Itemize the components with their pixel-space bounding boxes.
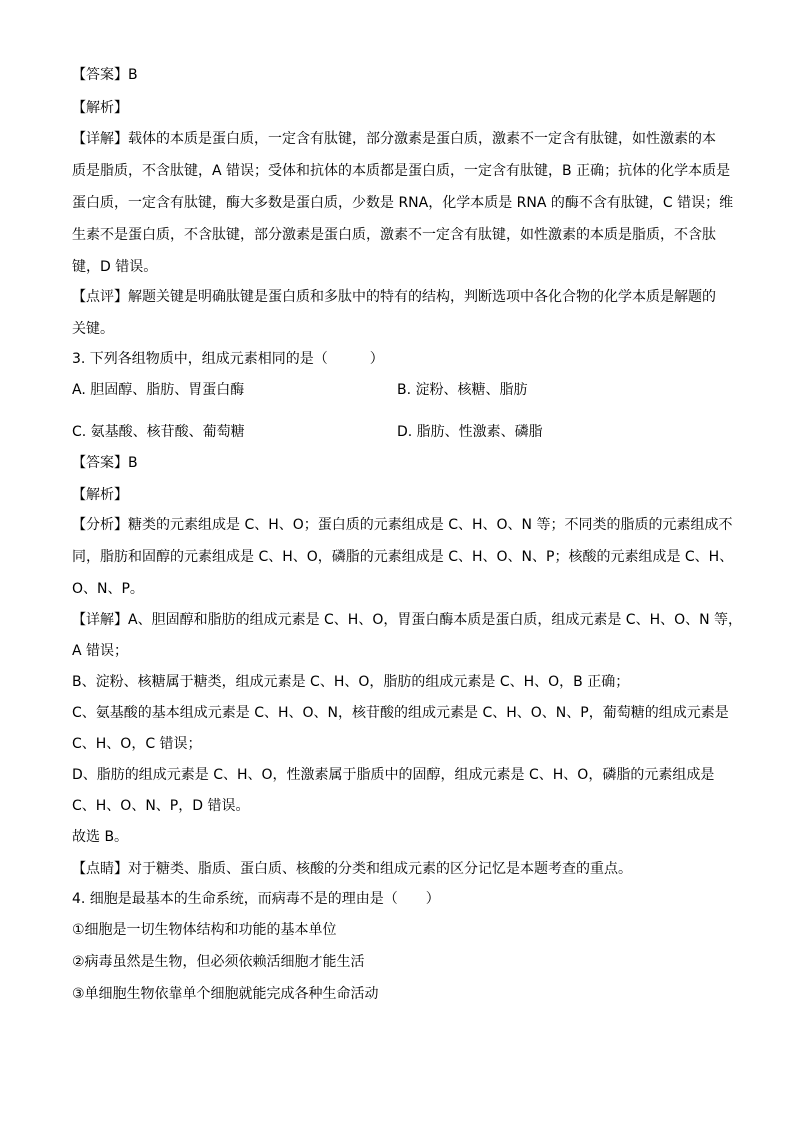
detail-line: C、氨基酸的基本组成元素是 C、H、O、N，核苷酸的组成元素是 C、H、O、N、P，葡萄糖的组成元素是 [72, 705, 729, 721]
detail-line: C、H、O、N、P，D 错误。 [72, 798, 250, 814]
statement-1: ①细胞是一切生物体结构和功能的基本单位 [72, 922, 337, 938]
statement-3: ③单细胞生物依靠单个细胞就能完成各种生命活动 [72, 986, 379, 1002]
detail-line: A 错误； [72, 643, 129, 659]
detail-line: D、脂肪的组成元素是 C、H、O，性激素属于脂质中的固醇，组成元素是 C、H、O，磷脂的元素组成是 [72, 767, 715, 783]
detail-line: 键，D 错误。 [72, 259, 158, 275]
answer-label-q3: 【答案】B [72, 455, 138, 471]
option-b: B. 淀粉、核糖、脂肪 [397, 382, 528, 398]
option-d: D. 脂肪、性激素、磷脂 [397, 424, 543, 440]
detail-line: 生素不是蛋白质，不含肽键，部分激素是蛋白质，激素不一定含有肽键，如性激素的本质是脂质，不含肽 [72, 227, 716, 243]
review-line: 关键。 [72, 321, 114, 337]
comment-line: 【点睛】对于糖类、脂质、蛋白质、核酸的分类和组成元素的区分记忆是本题考查的重点。 [72, 861, 632, 877]
question-4: 4. 细胞是最基本的生命系统，而病毒不是的理由是（ ） [72, 891, 440, 907]
analysis-line: 【分析】糖类的元素组成是 C、H、O；蛋白质的元素组成是 C、H、O、N 等；不同类的脂质的元素组成不 [72, 517, 733, 533]
analysis-line: 同，脂肪和固醇的元素组成是 C、H、O，磷脂的元素组成是 C、H、O、N、P；核酸的元素组成是 C、H、 [72, 549, 734, 565]
detail-line: 蛋白质，一定含有肽键，酶大多数是蛋白质，少数是 RNA，化学本质是 RNA 的酶不含有肽键，C 错误；维 [72, 195, 734, 211]
detail-line: 质是脂质，不含肽键，A 错误；受体和抗体的本质都是蛋白质，一定含有肽键，B 正确；抗体的化学本质是 [72, 163, 731, 179]
review-line: 【点评】解题关键是明确肽键是蛋白质和多肽中的特有的结构，判断选项中各化合物的化学本质是解题的 [72, 289, 716, 305]
option-c: C. 氨基酸、核苷酸、葡萄糖 [72, 424, 245, 440]
conclusion-line: 故选 B。 [72, 829, 129, 845]
analysis-label-q3: 【解析】 [72, 487, 128, 503]
detail-line: C、H、O，C 错误； [72, 736, 202, 752]
answer-label-q2: 【答案】B [72, 67, 138, 83]
detail-line: B、淀粉、核糖属于糖类，组成元素是 C、H、O，脂肪的组成元素是 C、H、O，B 正确； [72, 674, 630, 690]
detail-line: 【详解】A、胆固醇和脂肪的组成元素是 C、H、O，胃蛋白酶本质是蛋白质，组成元素是 C、H、O、N 等， [72, 612, 743, 628]
detail-line: 【详解】载体的本质是蛋白质，一定含有肽键，部分激素是蛋白质，激素不一定含有肽键，如性激素的本 [72, 131, 716, 147]
analysis-line: O、N、P。 [72, 581, 144, 597]
statement-2: ②病毒虽然是生物，但必须依赖活细胞才能生活 [72, 954, 365, 970]
analysis-label-q2: 【解析】 [72, 100, 128, 116]
option-a: A. 胆固醇、脂肪、胃蛋白酶 [72, 382, 245, 398]
question-3: 3. 下列各组物质中，组成元素相同的是（ ） [72, 351, 384, 367]
